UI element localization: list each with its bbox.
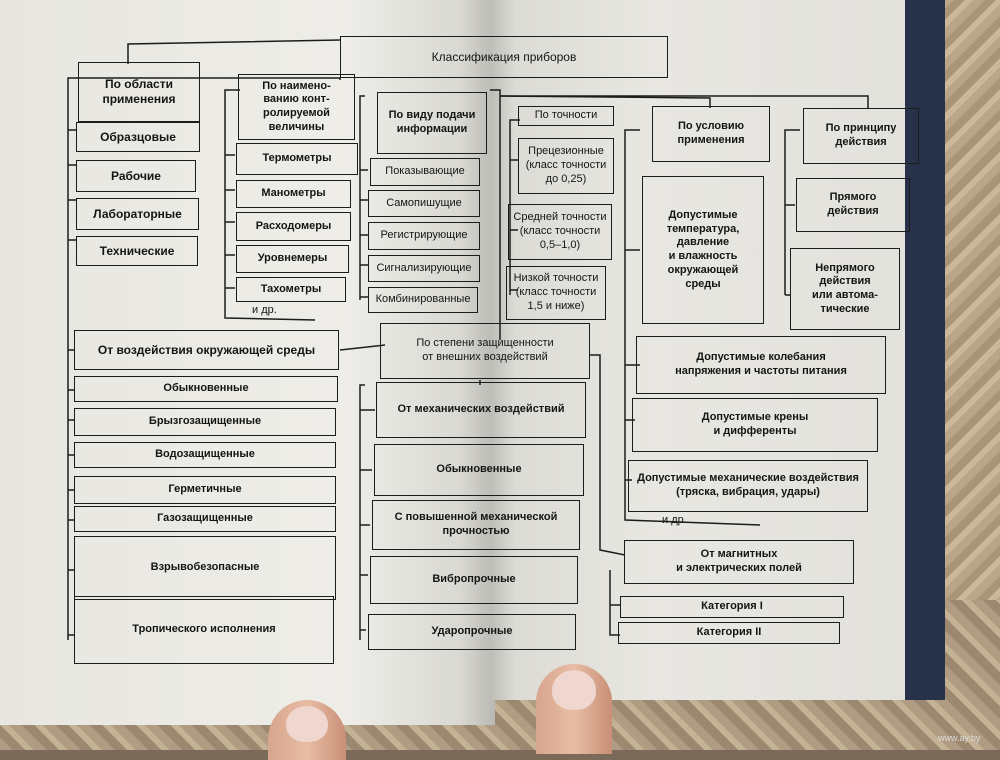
environment-item <box>74 476 336 504</box>
mechanical-item-label: С повышенной механической прочностью <box>394 511 558 537</box>
quantity-item-label: Уровнемеры <box>257 252 328 265</box>
mechanical-item <box>372 500 580 550</box>
mechanical-group-box <box>376 382 586 438</box>
area-item-label: Рабочие <box>111 168 161 183</box>
quantity-item <box>236 212 351 241</box>
root-box <box>340 36 668 78</box>
accuracy-item-label: Низкой точности (класс точности 1,5 и ниже) <box>513 272 599 312</box>
quantity-item-label: Термометры <box>262 152 332 165</box>
magnetic-group-box <box>624 540 854 584</box>
environment-item-label: Газозащищенные <box>157 512 253 525</box>
info-item <box>368 222 480 250</box>
mechanical-item-label: Обыкновенные <box>436 463 522 476</box>
magnetic-item <box>620 596 844 618</box>
protection-group-box <box>380 323 590 379</box>
mechanical-item-label: Вибропрочные <box>432 573 516 586</box>
accuracy-item <box>518 138 614 194</box>
info-item-label: Регистрирующие <box>380 229 468 242</box>
info-item <box>368 190 480 217</box>
area-item-label: Образцовые <box>100 129 176 144</box>
info-item-label: Сигнализирующие <box>376 261 472 274</box>
environment-group-box <box>74 330 339 370</box>
area-item <box>76 198 199 230</box>
environment-item <box>74 376 338 402</box>
accuracy-item <box>508 204 612 260</box>
finger <box>536 664 612 754</box>
root-label: Классификация приборов <box>431 49 577 64</box>
info-item <box>368 255 480 282</box>
principle-item <box>790 248 900 330</box>
info-group-box <box>377 92 487 154</box>
mechanical-item <box>370 556 578 604</box>
magnetic-item-label: Категория II <box>696 626 762 639</box>
magnetic-group-title: От магнитных и электрических полей <box>676 548 802 574</box>
fingernail <box>552 670 596 710</box>
mechanical-item-label: Ударопрочные <box>431 625 513 638</box>
watermark: www.ay.by <box>938 733 981 743</box>
conditions-etc: и др. <box>662 514 687 526</box>
area-item-label: Лабораторные <box>93 206 182 221</box>
environment-item-label: Тропического исполнения <box>132 623 276 636</box>
quantity-group-box <box>238 74 355 140</box>
quantity-etc: и др. <box>252 304 277 316</box>
environment-item-label: Взрывобезопасные <box>150 561 260 574</box>
quantity-item <box>236 143 358 175</box>
magnetic-item <box>618 622 840 644</box>
principle-group-box <box>803 108 919 164</box>
quantity-group-title: По наимено- ванию конт- ролируемой величины <box>262 79 331 133</box>
fingernail <box>286 706 328 742</box>
environment-group-title: От воздействия окружающей среды <box>97 342 316 357</box>
quantity-item <box>236 180 351 208</box>
quantity-item-label: Расходомеры <box>255 219 332 232</box>
conditions-item-label: Допустимые колебания напряжения и частоты питания <box>675 351 847 377</box>
principle-item-label: Непрямого действия или автома- тические <box>812 261 878 315</box>
environment-item-label: Брызгозащищенные <box>148 415 262 428</box>
conditions-group-box <box>652 106 770 162</box>
conditions-item <box>642 176 764 324</box>
conditions-group-title: По условию применения <box>677 120 745 146</box>
info-item <box>370 158 480 186</box>
conditions-item <box>628 460 868 512</box>
accuracy-item-label: Прецезионные (класс точности до 0,25) <box>525 145 607 185</box>
quantity-item-label: Тахометры <box>260 282 322 295</box>
environment-item <box>74 408 336 436</box>
area-group-box <box>78 62 200 122</box>
environment-item <box>74 442 336 468</box>
conditions-item <box>636 336 886 394</box>
mechanical-group-title: От механических воздействий <box>397 403 565 416</box>
accuracy-item <box>506 266 606 320</box>
environment-item-label: Герметичные <box>168 483 242 496</box>
accuracy-group-box <box>518 106 614 126</box>
environment-item <box>74 536 336 600</box>
conditions-item-label: Допустимые температура, давление и влажность окружающей среды <box>666 208 740 290</box>
conditions-item <box>632 398 878 452</box>
environment-item <box>74 596 334 664</box>
quantity-item <box>236 245 349 273</box>
conditions-item-label: Допустимые механические воздействия (тряска, вибрация, удары) <box>637 472 859 498</box>
accuracy-item-label: Средней точности (класс точности 0,5–1,0) <box>513 211 607 251</box>
area-item <box>76 236 198 266</box>
accuracy-group-title: По точности <box>534 109 598 122</box>
principle-item-label: Прямого действия <box>827 191 879 217</box>
mechanical-item <box>374 444 584 496</box>
info-item-label: Показывающие <box>385 165 465 178</box>
quantity-item-label: Манометры <box>261 187 326 200</box>
conditions-item-label: Допустимые крены и дифференты <box>701 411 809 437</box>
environment-item-label: Водозащищенные <box>155 448 255 461</box>
mechanical-item <box>368 614 576 650</box>
area-item <box>76 160 196 192</box>
area-group-title: По области применения <box>102 77 176 106</box>
info-item-label: Самопишущие <box>386 196 462 209</box>
environment-item <box>74 506 336 532</box>
magnetic-item-label: Категория I <box>701 600 763 613</box>
environment-item-label: Обыкновенные <box>163 382 249 395</box>
info-item <box>368 287 478 313</box>
info-item-label: Комбинированные <box>375 293 471 306</box>
principle-item <box>796 178 910 232</box>
protection-group-title: По степени защищенности от внешних воздействий <box>416 337 554 363</box>
quantity-item <box>236 277 346 302</box>
principle-group-title: По принципу действия <box>825 122 897 148</box>
area-item <box>76 122 200 152</box>
area-item-label: Технические <box>99 243 175 258</box>
info-group-title: По виду подачи информации <box>388 109 476 135</box>
